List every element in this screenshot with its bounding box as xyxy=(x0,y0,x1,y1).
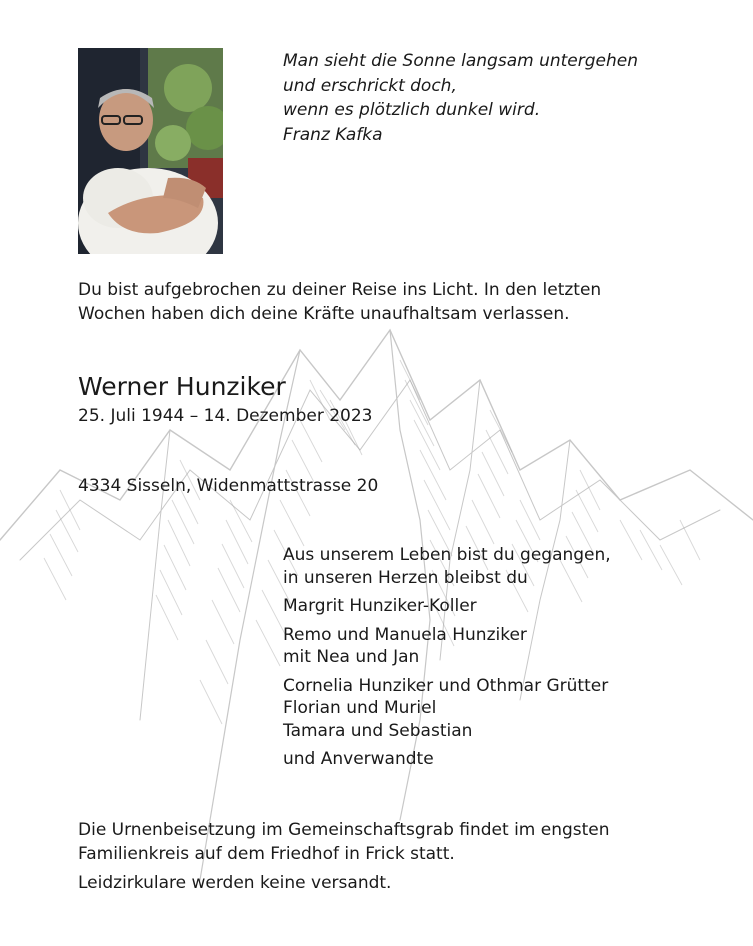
deceased-name: Werner Hunziker xyxy=(78,372,286,401)
family-group-1 xyxy=(283,624,611,669)
verse xyxy=(283,544,611,589)
address: 4334 Sisseln, Widenmattstrasse 20 xyxy=(78,476,379,496)
family-group-2 xyxy=(283,675,611,743)
portrait-photo xyxy=(78,48,223,254)
verse-line: in unseren Herzen bleibst du xyxy=(283,567,528,588)
burial-notice xyxy=(78,818,610,866)
burial-line: Die Urnenbeisetzung im Gemeinschaftsgrab findet im engsten xyxy=(78,820,610,840)
relatives-group xyxy=(283,748,611,771)
relatives-line: und Anverwandte xyxy=(283,749,434,769)
burial-line: Familienkreis auf dem Friedhof in Frick statt. xyxy=(78,844,455,864)
verse-line: Aus unserem Leben bist du gegangen, xyxy=(283,545,611,565)
family-line: Florian und Muriel xyxy=(283,698,437,718)
mourners-block xyxy=(283,544,611,777)
closing-block xyxy=(78,818,610,895)
spouse-name: Margrit Hunziker-Koller xyxy=(283,596,477,616)
spouse-group xyxy=(283,595,611,618)
family-line: Remo und Manuela Hunziker xyxy=(283,624,527,645)
quote-author: Franz Kafka xyxy=(283,124,383,145)
circular-note: Leidzirkulare werden keine versandt. xyxy=(78,873,392,893)
intro-line: Du bist aufgebrochen zu deiner Reise ins Licht. In den letzten xyxy=(78,280,602,300)
quote-line: Man sieht die Sonne langsam untergehen xyxy=(283,51,638,71)
quote-line: und erschrickt doch, xyxy=(283,75,457,96)
kafka-quote xyxy=(283,49,638,147)
family-line: mit Nea und Jan xyxy=(283,647,420,667)
life-dates: 25. Juli 1944 – 14. Dezember 2023 xyxy=(78,406,373,426)
family-line: Cornelia Hunziker und Othmar Grütter xyxy=(283,675,609,696)
quote-line: wenn es plötzlich dunkel wird. xyxy=(283,100,541,120)
intro-paragraph xyxy=(78,278,678,326)
intro-line: Wochen haben dich deine Kräfte unaufhaltsam verlassen. xyxy=(78,304,570,324)
family-line: Tamara und Sebastian xyxy=(283,720,473,741)
